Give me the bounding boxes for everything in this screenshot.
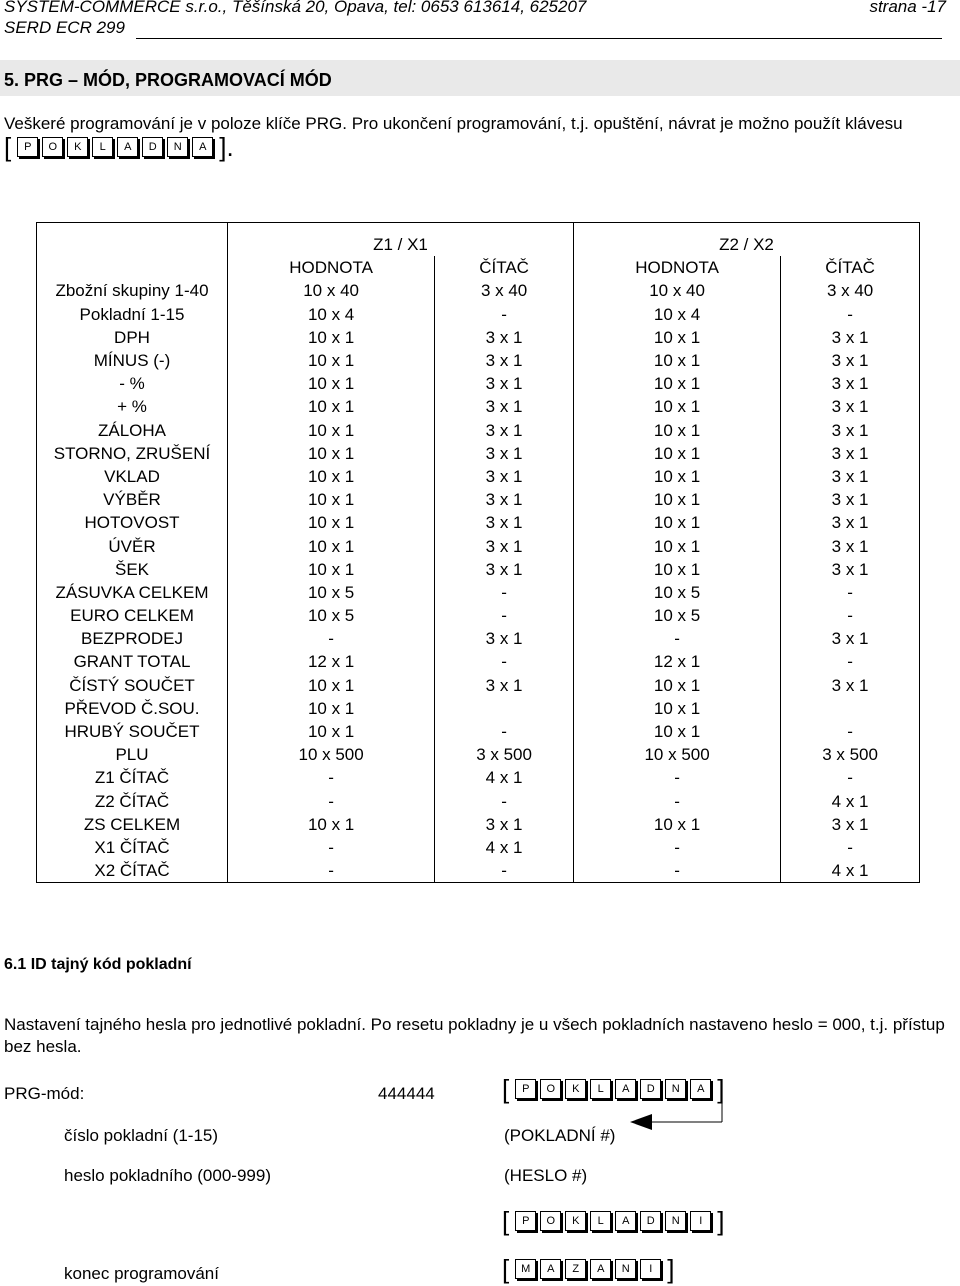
prg-key-combo — [502, 1076, 724, 1102]
value-cell — [435, 697, 574, 720]
value-cell: 3 x 1 — [781, 627, 920, 650]
value-cell: 10 x 1 — [228, 465, 435, 488]
value-cell: 3 x 1 — [781, 372, 920, 395]
value-cell: 3 x 1 — [781, 558, 920, 581]
table-row — [37, 534, 920, 557]
value-cell: 10 x 1 — [228, 558, 435, 581]
table-row — [37, 303, 920, 326]
value-cell: 10 x 1 — [573, 442, 780, 465]
value-cell: - — [435, 859, 574, 883]
value-cell: 10 x 1 — [573, 372, 780, 395]
row-label-cell: HOTOVOST — [37, 511, 228, 534]
table-row — [37, 674, 920, 697]
value-heslo: (HESLO #) — [504, 1166, 588, 1185]
mazani-key-combo — [502, 1256, 674, 1282]
value-cell: - — [781, 581, 920, 604]
table-row — [37, 558, 920, 581]
value-cell: 10 x 5 — [228, 604, 435, 627]
row-label-cell: Zbožní skupiny 1-40 — [37, 279, 228, 302]
bracket-close: ] — [717, 1074, 725, 1104]
key-cap: A — [590, 1259, 611, 1279]
row-label-cell: ČÍSTÝ SOUČET — [37, 674, 228, 697]
value-cell: 3 x 1 — [781, 395, 920, 418]
table-row — [37, 813, 920, 836]
value-cell: - — [435, 303, 574, 326]
value-cell: 3 x 1 — [781, 465, 920, 488]
value-cell: 10 x 5 — [573, 581, 780, 604]
value-cell: 10 x 4 — [228, 303, 435, 326]
group-z2-header: Z2 / X2 — [573, 223, 919, 257]
row-label-cell: ÚVĚR — [37, 534, 228, 557]
value-cell: 10 x 1 — [228, 349, 435, 372]
label-cislo: číslo pokladní (1-15) — [64, 1126, 219, 1145]
value-cell: - — [781, 650, 920, 673]
mazani-key-sequence — [515, 1259, 661, 1279]
value-cell: 10 x 500 — [573, 743, 780, 766]
row-label-cell: ZÁSUVKA CELKEM — [37, 581, 228, 604]
key-cap: A — [192, 137, 213, 157]
value-cell: 10 x 1 — [573, 534, 780, 557]
page-number: strana -17 — [869, 0, 946, 16]
value-cell: 10 x 1 — [228, 419, 435, 442]
value-cell: - — [781, 836, 920, 859]
value-cell: 10 x 1 — [228, 813, 435, 836]
value-cell: - — [435, 720, 574, 743]
value-cell: 10 x 40 — [228, 279, 435, 302]
value-cell: 3 x 1 — [781, 442, 920, 465]
row-label-cell: Z1 ČÍTAČ — [37, 766, 228, 789]
section-title: 5. PRG – MÓD, PROGRAMOVACÍ MÓD — [4, 70, 332, 90]
key-cap: D — [142, 137, 163, 157]
table-row — [37, 372, 920, 395]
table-row — [37, 650, 920, 673]
key-cap: A — [615, 1211, 636, 1231]
value-cell: 3 x 1 — [435, 326, 574, 349]
pokladna-key-sequence — [515, 1079, 711, 1099]
row-label-cell: VKLAD — [37, 465, 228, 488]
value-cell: 10 x 500 — [228, 743, 435, 766]
value-cell: 3 x 1 — [435, 419, 574, 442]
pokladni-key-sequence — [515, 1211, 711, 1231]
col-citac-z1: ČÍTAČ — [435, 256, 574, 279]
key-cap: P — [515, 1079, 536, 1099]
header-rule — [136, 38, 942, 39]
value-cell: 12 x 1 — [573, 650, 780, 673]
value-cell: 3 x 1 — [781, 326, 920, 349]
key-cap: O — [42, 137, 63, 157]
value-cell: 3 x 1 — [781, 511, 920, 534]
row-label-cell: BEZPRODEJ — [37, 627, 228, 650]
value-cell: 3 x 1 — [435, 465, 574, 488]
value-cell: 3 x 1 — [781, 674, 920, 697]
table-row — [37, 419, 920, 442]
prg-mode-value: 444444 — [378, 1084, 435, 1103]
value-cell: - — [435, 790, 574, 813]
value-cell: 3 x 1 — [781, 813, 920, 836]
table-row — [37, 488, 920, 511]
company-header: SYSTEM-COMMERCE s.r.o., Těšínská 20, Opava, tel: 0653 613614, 625207 — [4, 0, 587, 16]
key-cap: I — [690, 1211, 711, 1231]
row-label-cell: X2 ČÍTAČ — [37, 859, 228, 883]
value-cell: 10 x 1 — [573, 419, 780, 442]
label-heslo: heslo pokladního (000-999) — [64, 1166, 271, 1185]
value-cell: 3 x 1 — [781, 419, 920, 442]
value-cell: - — [781, 766, 920, 789]
table-row — [37, 326, 920, 349]
value-cell: - — [573, 790, 780, 813]
bracket-open: [ — [502, 1074, 510, 1104]
table-row — [37, 511, 920, 534]
value-cell: 10 x 4 — [573, 303, 780, 326]
bracket-open: [ — [502, 1206, 510, 1236]
value-cell: 10 x 40 — [573, 279, 780, 302]
key-cap: A — [615, 1079, 636, 1099]
intro-text: Veškeré programování je v poloze klíče PRG. Pro ukončení programování, t.j. opuštění, návrat je možno použít klávesu — [4, 114, 903, 133]
value-cell: 3 x 1 — [435, 534, 574, 557]
key-cap: A — [690, 1079, 711, 1099]
bracket-open: [ — [502, 1254, 510, 1284]
value-cell: 10 x 1 — [573, 488, 780, 511]
key-cap: A — [117, 137, 138, 157]
value-cell: 4 x 1 — [781, 859, 920, 883]
key-cap: L — [590, 1079, 611, 1099]
prg-mode-label: PRG-mód: — [4, 1084, 85, 1103]
value-cell: 4 x 1 — [781, 790, 920, 813]
key-cap: O — [540, 1079, 561, 1099]
row-label-cell: Z2 ČÍTAČ — [37, 790, 228, 813]
value-cell: 10 x 1 — [573, 326, 780, 349]
row-label-cell: ZS CELKEM — [37, 813, 228, 836]
table-row — [37, 836, 920, 859]
value-cislo: (POKLADNÍ #) — [504, 1126, 616, 1145]
value-cell: 3 x 1 — [781, 488, 920, 511]
col-citac-z2: ČÍTAČ — [781, 256, 920, 279]
key-cap: D — [640, 1079, 661, 1099]
value-cell: 3 x 1 — [435, 558, 574, 581]
key-cap: I — [640, 1259, 661, 1279]
value-cell — [781, 697, 920, 720]
label-konec: konec programování — [64, 1264, 219, 1283]
key-cap: A — [540, 1259, 561, 1279]
key-cap: L — [590, 1211, 611, 1231]
value-cell: - — [781, 303, 920, 326]
value-cell: 10 x 1 — [228, 442, 435, 465]
value-cell: 10 x 1 — [228, 372, 435, 395]
model-header: SERD ECR 299 — [4, 18, 125, 37]
value-cell: - — [228, 836, 435, 859]
key-cap: P — [17, 137, 38, 157]
value-cell: 12 x 1 — [228, 650, 435, 673]
value-cell: 3 x 500 — [781, 743, 920, 766]
counter-table — [36, 222, 920, 883]
row-label-cell: ZÁLOHA — [37, 419, 228, 442]
value-cell: - — [781, 604, 920, 627]
value-cell: - — [573, 627, 780, 650]
value-cell: 10 x 1 — [573, 465, 780, 488]
pokladni-key-combo — [502, 1208, 724, 1234]
key-cap: N — [167, 137, 188, 157]
row-label-cell: PLU — [37, 743, 228, 766]
row-label-cell: DPH — [37, 326, 228, 349]
key-cap: K — [67, 137, 88, 157]
value-cell: - — [228, 766, 435, 789]
value-cell: 10 x 5 — [573, 604, 780, 627]
key-cap: K — [565, 1079, 586, 1099]
value-cell: - — [573, 766, 780, 789]
value-cell: 10 x 1 — [228, 720, 435, 743]
value-cell: 10 x 1 — [228, 511, 435, 534]
table-row — [37, 442, 920, 465]
table-row — [37, 743, 920, 766]
value-cell: 10 x 1 — [228, 488, 435, 511]
row-label-cell: + % — [37, 395, 228, 418]
value-cell: 3 x 1 — [435, 442, 574, 465]
table-row — [37, 790, 920, 813]
value-cell: 10 x 1 — [573, 511, 780, 534]
value-cell: - — [228, 859, 435, 883]
bracket-close: ]. — [219, 132, 234, 162]
value-cell: 3 x 1 — [435, 511, 574, 534]
bracket-close: ] — [717, 1206, 725, 1236]
row-label-cell: PŘEVOD Č.SOU. — [37, 697, 228, 720]
value-cell: 10 x 1 — [228, 674, 435, 697]
key-cap: N — [665, 1079, 686, 1099]
row-label-cell: ŠEK — [37, 558, 228, 581]
value-cell: - — [435, 581, 574, 604]
col-hodnota-z2: HODNOTA — [573, 256, 780, 279]
value-cell: - — [435, 604, 574, 627]
col-hodnota-z1: HODNOTA — [228, 256, 435, 279]
value-cell: 10 x 1 — [573, 674, 780, 697]
value-cell: 10 x 1 — [228, 697, 435, 720]
table-group-header-row — [37, 223, 920, 257]
value-cell: 3 x 1 — [781, 349, 920, 372]
row-label-cell: STORNO, ZRUŠENÍ — [37, 442, 228, 465]
key-cap: L — [92, 137, 113, 157]
value-cell: 3 x 1 — [435, 488, 574, 511]
table-row — [37, 627, 920, 650]
table-row — [37, 697, 920, 720]
table-row — [37, 581, 920, 604]
value-cell: - — [573, 859, 780, 883]
subsection-description: Nastavení tajného hesla pro jednotlivé pokladní. Po resetu pokladny je u všech pokladních nastaveno heslo = 000, t.j. přístup bez hesla. — [4, 1015, 945, 1056]
row-label-cell: Pokladní 1-15 — [37, 303, 228, 326]
value-cell: 10 x 1 — [228, 534, 435, 557]
value-cell: 3 x 1 — [435, 627, 574, 650]
value-cell: 3 x 40 — [435, 279, 574, 302]
key-cap: Z — [565, 1259, 586, 1279]
value-cell: - — [435, 650, 574, 673]
value-cell: - — [228, 790, 435, 813]
value-cell: 3 x 1 — [435, 395, 574, 418]
value-cell: 3 x 1 — [435, 372, 574, 395]
value-cell: 10 x 1 — [228, 395, 435, 418]
group-z1-header: Z1 / X1 — [228, 223, 574, 257]
table-row — [37, 604, 920, 627]
table-row — [37, 465, 920, 488]
table-corner-cell — [37, 223, 228, 280]
row-label-cell: EURO CELKEM — [37, 604, 228, 627]
value-cell: 3 x 1 — [781, 534, 920, 557]
value-cell: 3 x 40 — [781, 279, 920, 302]
value-cell: 3 x 1 — [435, 349, 574, 372]
row-label-cell: GRANT TOTAL — [37, 650, 228, 673]
value-cell: 4 x 1 — [435, 836, 574, 859]
intro-key-combo — [4, 134, 234, 160]
value-cell: 10 x 1 — [573, 558, 780, 581]
table-row — [37, 349, 920, 372]
table-row — [37, 279, 920, 302]
subsection-title: 6.1 ID tajný kód pokladní — [4, 956, 192, 973]
key-cap: P — [515, 1211, 536, 1231]
table-row — [37, 859, 920, 883]
value-cell: - — [781, 720, 920, 743]
value-cell: 10 x 1 — [573, 813, 780, 836]
value-cell: 10 x 5 — [228, 581, 435, 604]
row-label-cell: - % — [37, 372, 228, 395]
value-cell: 10 x 1 — [573, 720, 780, 743]
row-label-cell: X1 ČÍTAČ — [37, 836, 228, 859]
key-cap: N — [615, 1259, 636, 1279]
arrow-head-icon — [630, 1114, 652, 1130]
key-cap: O — [540, 1211, 561, 1231]
row-label-cell: HRUBÝ SOUČET — [37, 720, 228, 743]
value-cell: 10 x 1 — [573, 395, 780, 418]
bracket-close: ] — [667, 1254, 675, 1284]
value-cell: 10 x 1 — [573, 349, 780, 372]
row-label-cell: VÝBĚR — [37, 488, 228, 511]
key-cap: N — [665, 1211, 686, 1231]
value-cell: 10 x 1 — [228, 326, 435, 349]
value-cell: 3 x 1 — [435, 674, 574, 697]
value-cell: 4 x 1 — [435, 766, 574, 789]
key-cap: M — [515, 1259, 536, 1279]
value-cell: - — [228, 627, 435, 650]
table-row — [37, 720, 920, 743]
key-cap: K — [565, 1211, 586, 1231]
value-cell: 3 x 500 — [435, 743, 574, 766]
value-cell: 10 x 1 — [573, 697, 780, 720]
value-cell: - — [573, 836, 780, 859]
row-label-cell: MÍNUS (-) — [37, 349, 228, 372]
table-row — [37, 395, 920, 418]
bracket-open: [ — [4, 132, 12, 162]
table-row — [37, 766, 920, 789]
pokladna-key-sequence — [17, 137, 213, 157]
value-cell: 3 x 1 — [435, 813, 574, 836]
key-cap: D — [640, 1211, 661, 1231]
